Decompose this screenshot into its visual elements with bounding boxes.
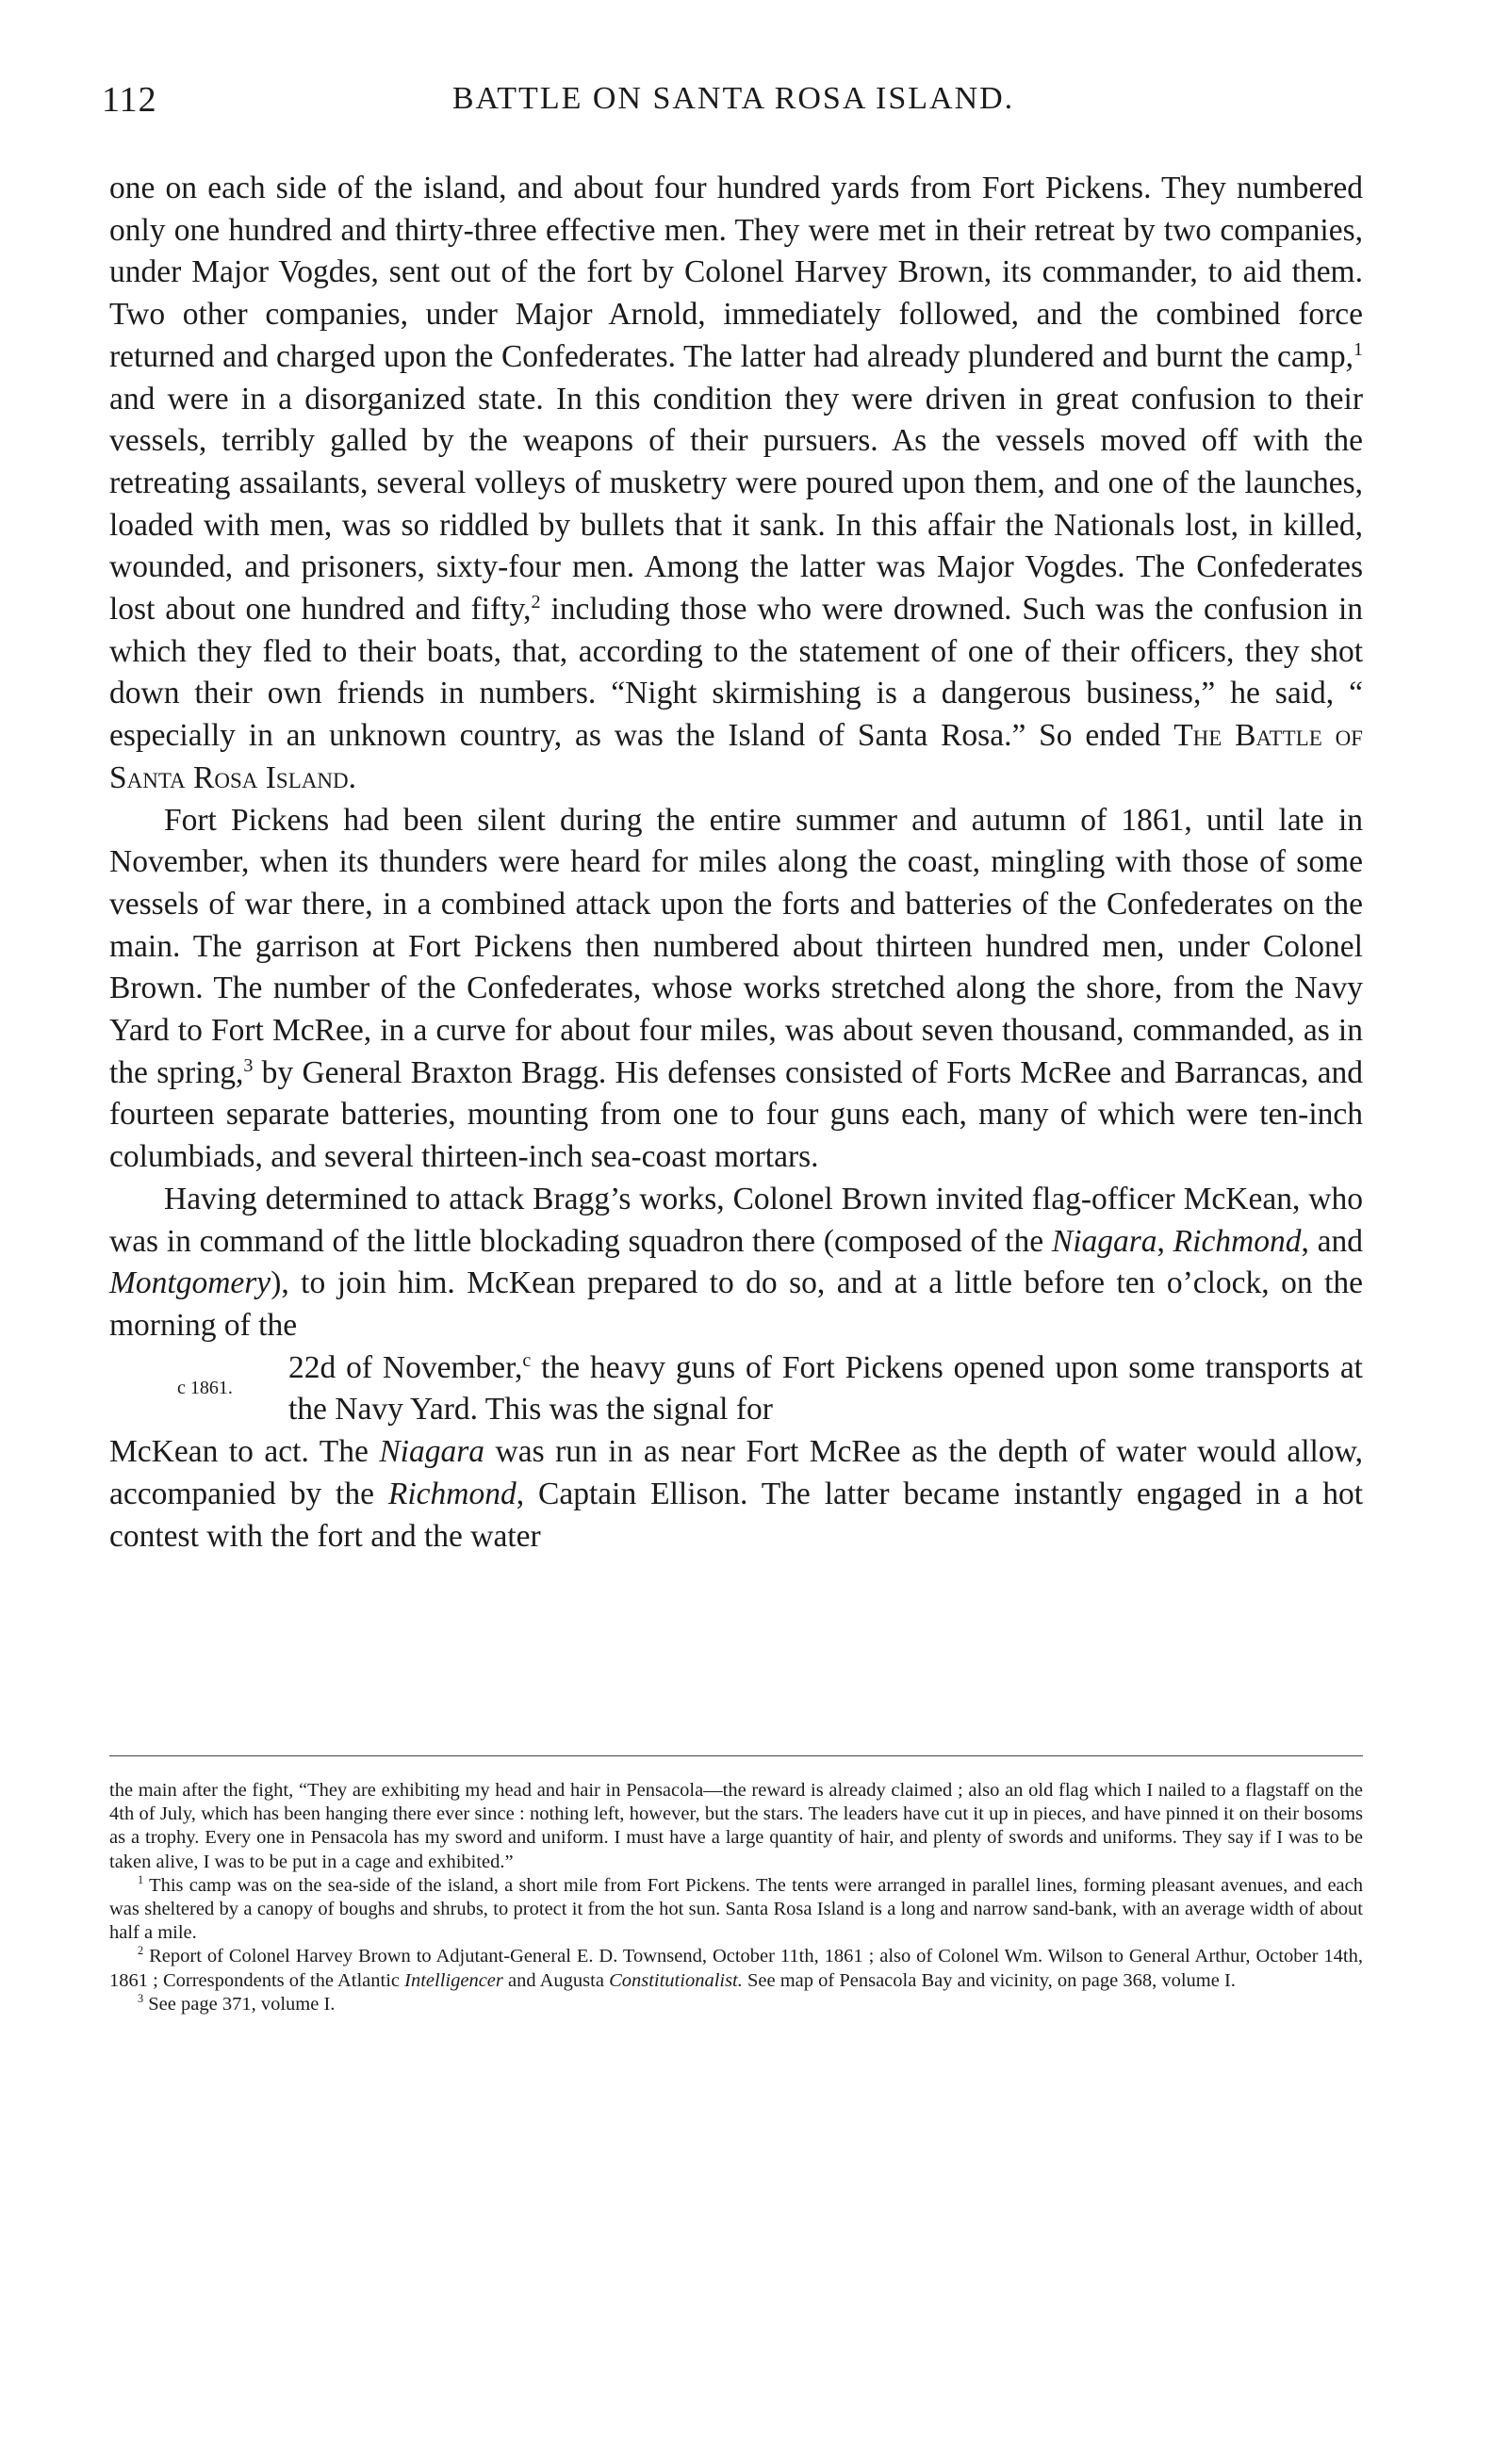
text-span: one on each side of the island, and about four hundred yards from Fort Pickens. They numbered only one hundred and thirty-three effective men. They were met in their retreat by two companies, under Major Vogdes, sent out of the fort by Colonel Harvey Brown, its commander, to aid them. Two other companies, under Major Arnold, immediately followed, and the combined force returned and charged upon the Confederates. The latter had already plundered and burnt the camp, (109, 171, 1363, 374)
newspaper-name: Intelligencer (404, 1969, 503, 1991)
paragraph-3-continued (109, 1431, 1363, 1558)
footnote-2 (109, 1945, 1363, 1992)
text-span: See map of Pensacola Bay and vicinity, on page 368, volume I. (742, 1969, 1236, 1991)
main-text (109, 168, 1363, 1558)
text-span: McKean to act. The (109, 1434, 380, 1470)
ship-name: Richmond (387, 1476, 517, 1511)
margin-date-note: c 1861. (177, 1377, 233, 1398)
text-span: was run in as near Fort McRee as the depth of water would allow, accompanied by the (109, 1434, 1363, 1511)
text-span: the heavy guns of Fort Pickens opened upon some transports at the Navy Yard. This was the signal for (288, 1349, 1363, 1428)
text-span: Report of Colonel Harvey Brown to Adjutant-General E. D. Townsend, October 11th, 1861 ; also of Colonel Wm. Wilson to General Arthur, October 14th, 1861 ; Correspondents of the Atlantic (109, 1946, 1363, 1991)
footnote-continued: the main after the fight, “They are exhibiting my head and hair in Pensacola—the reward is already claimed ; also an old flag which I nailed to a flagstaff on the 4th of July, which has been hanging there ever since : nothing left, however, but the stars. The leaders have cut it up in pieces, and have pinned it on their bosoms as a trophy. Every one in Pensacola has my sword and uniform. I must have a large quantity of hair, and plenty of swords and uniforms. They say if I was to be taken alive, I was to be put in a cage and exhibited.” (109, 1780, 1363, 1872)
page-number: 112 (102, 80, 157, 120)
footnote-1 (109, 1874, 1363, 1946)
footnotes (109, 1779, 1363, 2016)
paragraph-1 (109, 168, 1363, 800)
footnote-ref: c (522, 1349, 532, 1371)
footnote-mark: 1 (138, 1872, 144, 1886)
text-span: by General Braxton Bragg. His defenses consisted of Forts McRee and Barrancas, and fourteen separate batteries, mounting from one to four guns each, many of which were ten-inch columbiads, and several thirteen-inch sea-coast mortars. (109, 1054, 1363, 1175)
text-span: including those who were drowned. Such was the confusion in which they fled to their boats, that, according to the statement of one of their officers, they shot down their own friends in numbers. “Night skirmishing is a dangerous business,” he said, “ especially in an unknown country, as was the Island of Santa Rosa.” So ended (109, 592, 1364, 754)
text-span: 22d of November, (288, 1349, 523, 1385)
footnote-3 (109, 1993, 1363, 2016)
small-caps-title: The Battle of Santa Rosa Island. (109, 718, 1363, 795)
footnote-ref: 3 (243, 1054, 254, 1076)
ship-name: Niagara (1051, 1223, 1157, 1259)
footnote-ref: 1 (1353, 338, 1363, 360)
indented-text (288, 1347, 1363, 1431)
footnote-mark: 2 (138, 1944, 144, 1958)
running-title: BATTLE ON SANTA ROSA ISLAND. (451, 81, 1015, 116)
text-span: Having determined to attack Bragg’s works, Colonel Brown invited flag-officer McKean, who was in command of the little blockading squadron there (composed of the (109, 1181, 1363, 1259)
footnote-divider (109, 1755, 1363, 1756)
text-span: , and (1301, 1223, 1364, 1259)
ship-name: Richmond (1173, 1223, 1302, 1259)
ship-name: Niagara (379, 1434, 485, 1470)
paragraph-3 (109, 1179, 1363, 1347)
text-span: See page 371, volume I. (143, 1993, 336, 2015)
text-span: Fort Pickens had been silent during the entire summer and autumn of 1861, until late in November, when its thunders were heard for miles along the coast, mingling with those of some vessels of war there, in a combined attack upon the forts and batteries of the Confederates on the main. The garrison at Fort Pickens then numbered about thirteen hundred men, under Colonel Brown. The number of the Confederates, whose works stretched along the shore, from the Navy Yard to Fort McRee, in a curve for about four miles, was about seven thousand, commanded, as in the spring, (109, 802, 1363, 1090)
page-header (102, 79, 1365, 136)
footnote-ref: 2 (531, 591, 541, 612)
paragraph-2 (109, 800, 1363, 1179)
margin-note-row (109, 1347, 1363, 1431)
text-span: and Augusta (502, 1969, 610, 1991)
footnote-mark: 3 (138, 1992, 144, 2005)
newspaper-name: Constitutionalist. (609, 1969, 743, 1991)
text-span: and were in a disorganized state. In this condition they were driven in great confusion to their vessels, terribly galled by the weapons of their pursuers. As the vessels moved off with the retreating assailants, several volleys of musketry were poured upon them, and one of the launches, loaded with men, was so riddled by bullets that it sank. In this affair the Nationals lost, in killed, wounded, and prisoners, sixty-four men. Among the latter was Major Vogdes. The Confederates lost about one hundred and fifty, (109, 381, 1363, 628)
ship-name: Montgomery (109, 1265, 271, 1301)
text-span: This camp was on the sea-side of the island, a short mile from Fort Pickens. The tents were arranged in parallel lines, forming pleasant avenues, and each was sheltered by a canopy of boughs and shrubs, to protect it from the hot sun. Santa Rosa Island is a long and narrow sand-bank, with an average width of about half a mile. (109, 1874, 1363, 1944)
text-span: ), to join him. McKean prepared to do so, and at a little before ten o’clock, on the morning of the (109, 1265, 1363, 1343)
text-span: , Captain Ellison. The latter became instantly engaged in a hot contest with the fort and the water (109, 1476, 1363, 1554)
text-span: , (1157, 1223, 1173, 1259)
